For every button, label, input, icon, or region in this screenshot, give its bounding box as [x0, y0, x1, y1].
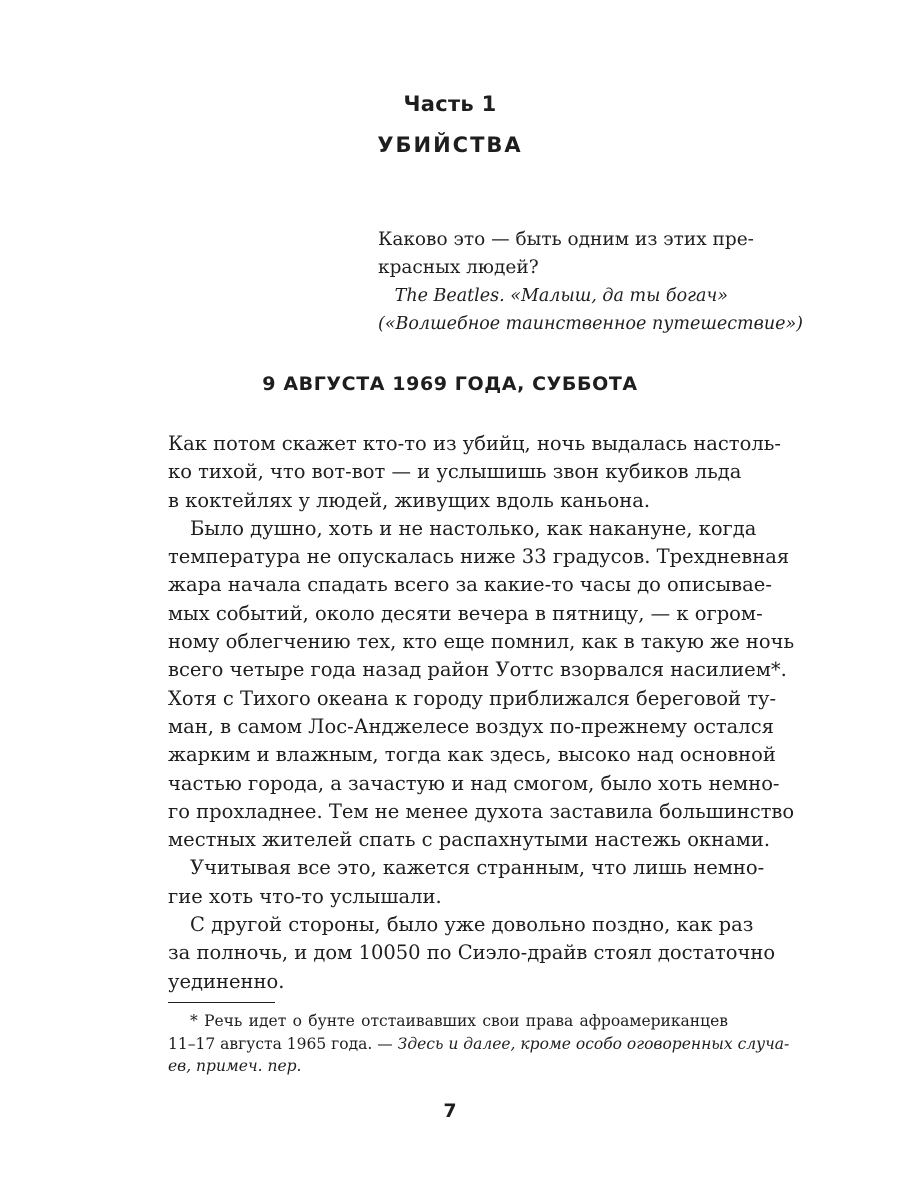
- part-label: Часть 1: [403, 92, 497, 116]
- epigraph-source: The Beatles. «Малыш, да ты богач»: [394, 286, 728, 306]
- body-line: за полночь, и дом 10050 по Сиэло-драйв стоял достаточно: [168, 941, 776, 965]
- epigraph: [378, 226, 803, 338]
- body-line: С другой стороны, было уже довольно поздно, как раз: [190, 913, 754, 937]
- body-line: всего четыре года назад район Уоттс взорвался насилием*.: [168, 658, 787, 682]
- footnote-text: 11–17 августа 1965 года. —: [168, 1034, 398, 1053]
- body-line: го прохладнее. Тем не менее духота заставила большинство: [168, 799, 795, 823]
- body-line: ман, в самом Лос-Анджелесе воздух по-прежнему остался: [168, 714, 774, 738]
- part-title: УБИЙСТВА: [377, 133, 523, 157]
- body-line: Учитывая все это, кажется странным, что лишь немно-: [190, 856, 765, 880]
- section-date-heading: 9 АВГУСТА 1969 ГОДА, СУББОТА: [262, 373, 638, 395]
- body-line: Как потом скажет кто-то из убийц, ночь выдалась настоль-: [168, 432, 781, 455]
- footnote-line: [168, 1033, 790, 1056]
- body-line: температура не опускалась ниже 33 градусов. Трехдневная: [168, 545, 790, 569]
- body-line: жарким и влажным, тогда как здесь, высоко над основной: [168, 743, 776, 767]
- body-line: Было душно, хоть и не настолько, как накануне, когда: [190, 516, 757, 540]
- page-number: 7: [443, 1100, 457, 1122]
- epigraph-line: красных людей?: [378, 257, 539, 278]
- footnote: [168, 1010, 790, 1078]
- body-line: уединенно.: [168, 969, 285, 993]
- body-line: мых событий, около десяти вечера в пятницу, — к огром-: [168, 601, 763, 625]
- epigraph-source: («Волшебное таинственное путешествие»): [378, 314, 803, 334]
- body-line: ко тихой, что вот-вот — и услышишь звон кубиков льда: [168, 460, 742, 484]
- footnote-note-italic: Здесь и далее, кроме особо оговоренных случа-: [397, 1034, 790, 1053]
- body-line: местных жителей спать с распахнутыми настежь окнами.: [168, 828, 771, 852]
- body-line: ному облегчению тех, кто еще помнил, как в такую же ночь: [168, 630, 795, 654]
- body-text: [168, 430, 795, 996]
- body-line: частью города, а зачастую и над смогом, было хоть немно-: [168, 771, 780, 795]
- epigraph-line: Каково это — быть одним из этих пре-: [378, 229, 754, 250]
- body-line: жара начала спадать всего за какие-то часы до описывае-: [168, 573, 772, 597]
- footnote-line: * Речь идет о бунте отстаивавших свои права афроамериканцев: [190, 1012, 728, 1030]
- footnote-line: ев, примеч. пер.: [168, 1057, 302, 1075]
- body-line: гие хоть что-то услышали.: [168, 884, 442, 908]
- body-line: в коктейлях у людей, живущих вдоль каньона.: [168, 488, 651, 512]
- footnote-divider: [168, 1002, 275, 1003]
- body-line: Хотя с Тихого океана к городу приближался береговой ту-: [168, 686, 777, 710]
